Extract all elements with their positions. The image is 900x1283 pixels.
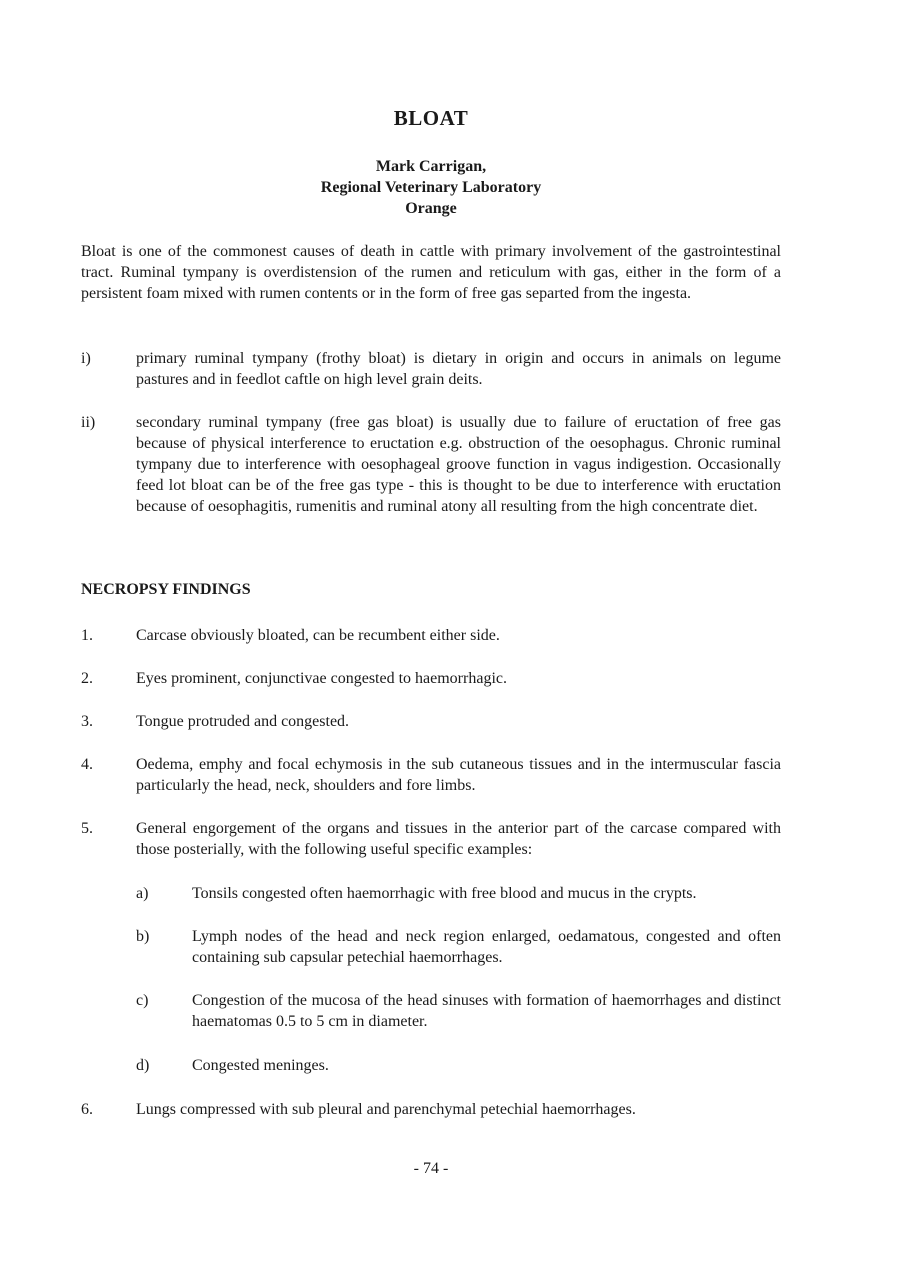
example-text: Tonsils congested often haemorrhagic with free blood and mucus in the crypts. xyxy=(192,885,697,902)
finding-item xyxy=(81,711,781,732)
example-item xyxy=(136,990,781,1032)
finding-text: Carcase obviously bloated, can be recumbent either side. xyxy=(136,627,500,644)
type-item xyxy=(81,412,781,517)
finding-marker: 5. xyxy=(81,820,93,837)
finding-text: Tongue protruded and congested. xyxy=(136,713,350,730)
type-marker: ii) xyxy=(81,414,96,431)
document-title: BLOAT xyxy=(393,106,469,130)
type-item xyxy=(81,348,781,390)
author-institution: Regional Veterinary Laboratory xyxy=(320,179,542,196)
finding-text: Oedema, emphy and focal echymosis in the sub cutaneous tissues and in the intermuscular fascia particularly the head, neck, shoulders and fore limbs. xyxy=(136,756,781,794)
finding-item xyxy=(81,668,781,689)
example-marker: a) xyxy=(136,885,149,902)
finding-item xyxy=(81,818,781,860)
type-marker: i) xyxy=(81,350,91,367)
page-number: - 74 - xyxy=(413,1160,449,1177)
finding-marker: 1. xyxy=(81,627,93,644)
finding-item xyxy=(81,1099,781,1120)
finding-text: General engorgement of the organs and tissues in the anterior part of the carcase compared with those posterially, with the following useful specific examples: xyxy=(136,820,781,858)
finding-item xyxy=(81,754,781,796)
finding-marker: 3. xyxy=(81,713,93,730)
example-item xyxy=(136,926,781,968)
example-marker: d) xyxy=(136,1057,150,1074)
example-text: Lymph nodes of the head and neck region enlarged, oedamatous, congested and often containing sub capsular petechial haemorrhages. xyxy=(192,928,781,966)
example-item xyxy=(136,1055,781,1076)
finding-marker: 4. xyxy=(81,756,93,773)
finding-marker: 6. xyxy=(81,1101,93,1118)
section-heading: NECROPSY FINDINGS xyxy=(81,581,251,598)
type-text: secondary ruminal tympany (free gas bloat) is usually due to failure of eructation of free gas because of physical interference to eructation e.g. obstruction of the oesophagus. Chronic ruminal tympany due to interference with oesophageal groove function in vagus indigestion. Occasionally feed lot bloat can be of the free gas type - this is thought to be due to interference with eructation because of oesophagitis, rumenitis and ruminal atony all resulting from the high concentrate diet. xyxy=(136,414,781,515)
example-marker: c) xyxy=(136,992,149,1009)
example-item xyxy=(136,883,781,904)
author-name: Mark Carrigan, xyxy=(375,158,487,175)
author-block xyxy=(0,156,862,219)
author-location: Orange xyxy=(405,200,457,217)
finding-text: Lungs compressed with sub pleural and parenchymal petechial haemorrhages. xyxy=(136,1101,636,1118)
type-text: primary ruminal tympany (frothy bloat) is dietary in origin and occurs in animals on legume pastures and in feedlot caftle on high level grain deits. xyxy=(136,350,781,388)
finding-text: Eyes prominent, conjunctivae congested to haemorrhagic. xyxy=(136,670,507,687)
finding-marker: 2. xyxy=(81,670,93,687)
example-text: Congested meninges. xyxy=(192,1057,329,1074)
example-marker: b) xyxy=(136,928,150,945)
example-text: Congestion of the mucosa of the head sinuses with formation of haemorrhages and distinct haematomas 0.5 to 5 cm in diameter. xyxy=(192,992,781,1030)
intro-paragraph: Bloat is one of the commonest causes of death in cattle with primary involvement of the gastrointestinal tract. Ruminal tympany is overdistension of the rumen and reticulum with gas, either in the form of a persistent foam mixed with rumen contents or in the form of free gas separted from the ingesta. xyxy=(81,243,781,302)
finding-item xyxy=(81,625,781,646)
